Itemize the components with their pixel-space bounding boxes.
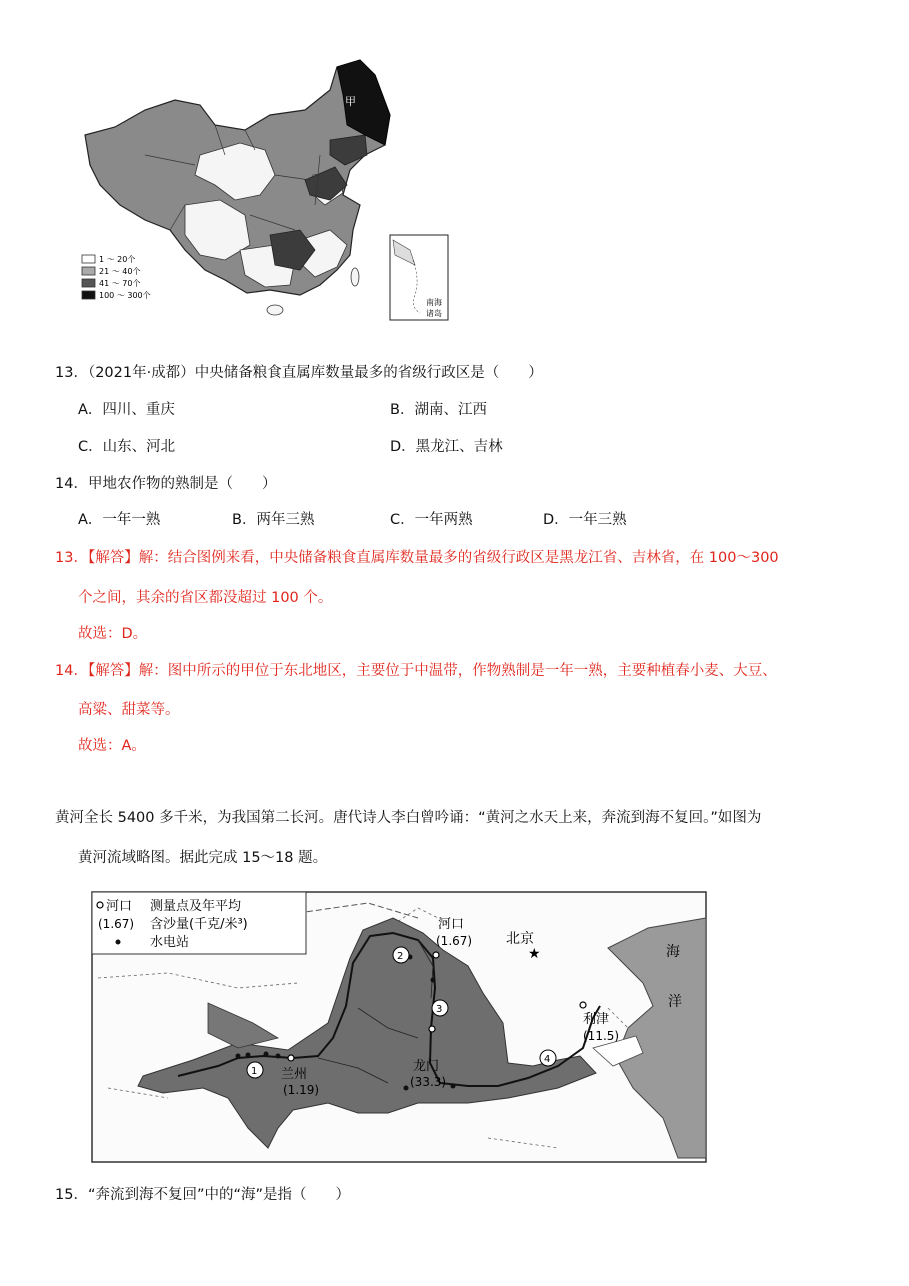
question-15-stem: 15．“奔流到海不复回”中的“海”是指（ ） — [55, 1187, 350, 1203]
south-china-sea-inset — [390, 235, 448, 320]
lijin-value: (11.5) — [583, 1029, 620, 1043]
legend-2: 21 ～ 40个 — [99, 267, 141, 276]
intro-line-1: 黄河全长 5400 多千米，为我国第二长河。唐代诗人李白曾吟诵：“黄河之水天上来，奔流到海不复回。”如图为 — [55, 810, 762, 826]
hai-label: 海 — [666, 944, 680, 960]
legend-4: 100 ～ 300个 — [99, 291, 151, 300]
yellow-river-basin-map — [88, 888, 713, 1168]
q13-option-b: B．湖南、江西 — [390, 402, 487, 418]
legend-3: 41 ～ 70个 — [99, 279, 141, 288]
legend-sediment: 含沙量(千克/米³) — [150, 917, 248, 932]
legend-hekou: 河口 — [106, 899, 133, 914]
q13-option-c: C．山东、河北 — [78, 439, 176, 455]
answer-13-choice: 故选：D。 — [78, 626, 148, 642]
beijing-star-icon: ★ — [528, 946, 541, 962]
china-grain-depot-map — [75, 55, 475, 325]
question-14-stem: 14．甲地农作物的熟制是（ ） — [55, 476, 277, 492]
question-13-stem: 13．（2021年·成都）中央储备粮食直属库数量最多的省级行政区是（ ） — [55, 365, 543, 381]
legend-measure: 测量点及年平均 — [150, 899, 242, 914]
map-legend — [82, 254, 151, 300]
station-num-3: 3 — [436, 1004, 443, 1015]
jia-label: 甲 — [345, 95, 356, 108]
inset-label-1: 南海 — [426, 298, 442, 307]
beijing-label: 北京 — [506, 931, 534, 947]
answer-13-line-1: 13．【解答】解：结合图例来看，中央储备粮食直属库数量最多的省级行政区是黑龙江省、吉林省，在 100～300 — [55, 550, 779, 566]
hekou-value: (1.67) — [436, 934, 473, 948]
legend-hydropower: 水电站 — [150, 935, 190, 950]
legend-1: 1 ～ 20个 — [99, 255, 136, 264]
longmen-value: (33.3) — [410, 1075, 447, 1089]
q14-option-b: B．两年三熟 — [232, 512, 315, 528]
station-num-1: 1 — [251, 1066, 258, 1077]
q13-option-d: D．黑龙江、吉林 — [390, 439, 503, 455]
legend-hekou-val: (1.67) — [98, 917, 135, 931]
q13-option-a: A．四川、重庆 — [78, 402, 175, 418]
longmen-label: 龙门 — [413, 1059, 440, 1074]
lanzhou-label: 兰州 — [281, 1067, 308, 1082]
answer-14-line-1: 14．【解答】解：图中所示的甲位于东北地区，主要位于中温带，作物熟制是一年一熟，主要种植春小麦、大豆、 — [55, 663, 777, 679]
lanzhou-value: (1.19) — [283, 1083, 320, 1097]
hekou-label: 河口 — [438, 917, 465, 932]
answer-14-choice: 故选：A。 — [78, 738, 146, 754]
inset-label-2: 诸岛 — [426, 309, 442, 318]
q14-option-c: C．一年两熟 — [390, 512, 473, 528]
lijin-label: 利津 — [583, 1012, 610, 1027]
station-num-4: 4 — [544, 1054, 551, 1065]
station-num-2: 2 — [397, 951, 404, 962]
q14-option-d: D．一年三熟 — [543, 512, 627, 528]
map2-legend — [92, 892, 306, 954]
answer-13-line-2: 个之间，其余的省区都没超过 100 个。 — [78, 590, 333, 606]
intro-line-2: 黄河流域略图。据此完成 15～18 题。 — [78, 850, 328, 866]
q14-option-a: A．一年一熟 — [78, 512, 161, 528]
answer-14-line-2: 高粱、甜菜等。 — [78, 702, 180, 718]
yang-label: 洋 — [668, 994, 682, 1010]
